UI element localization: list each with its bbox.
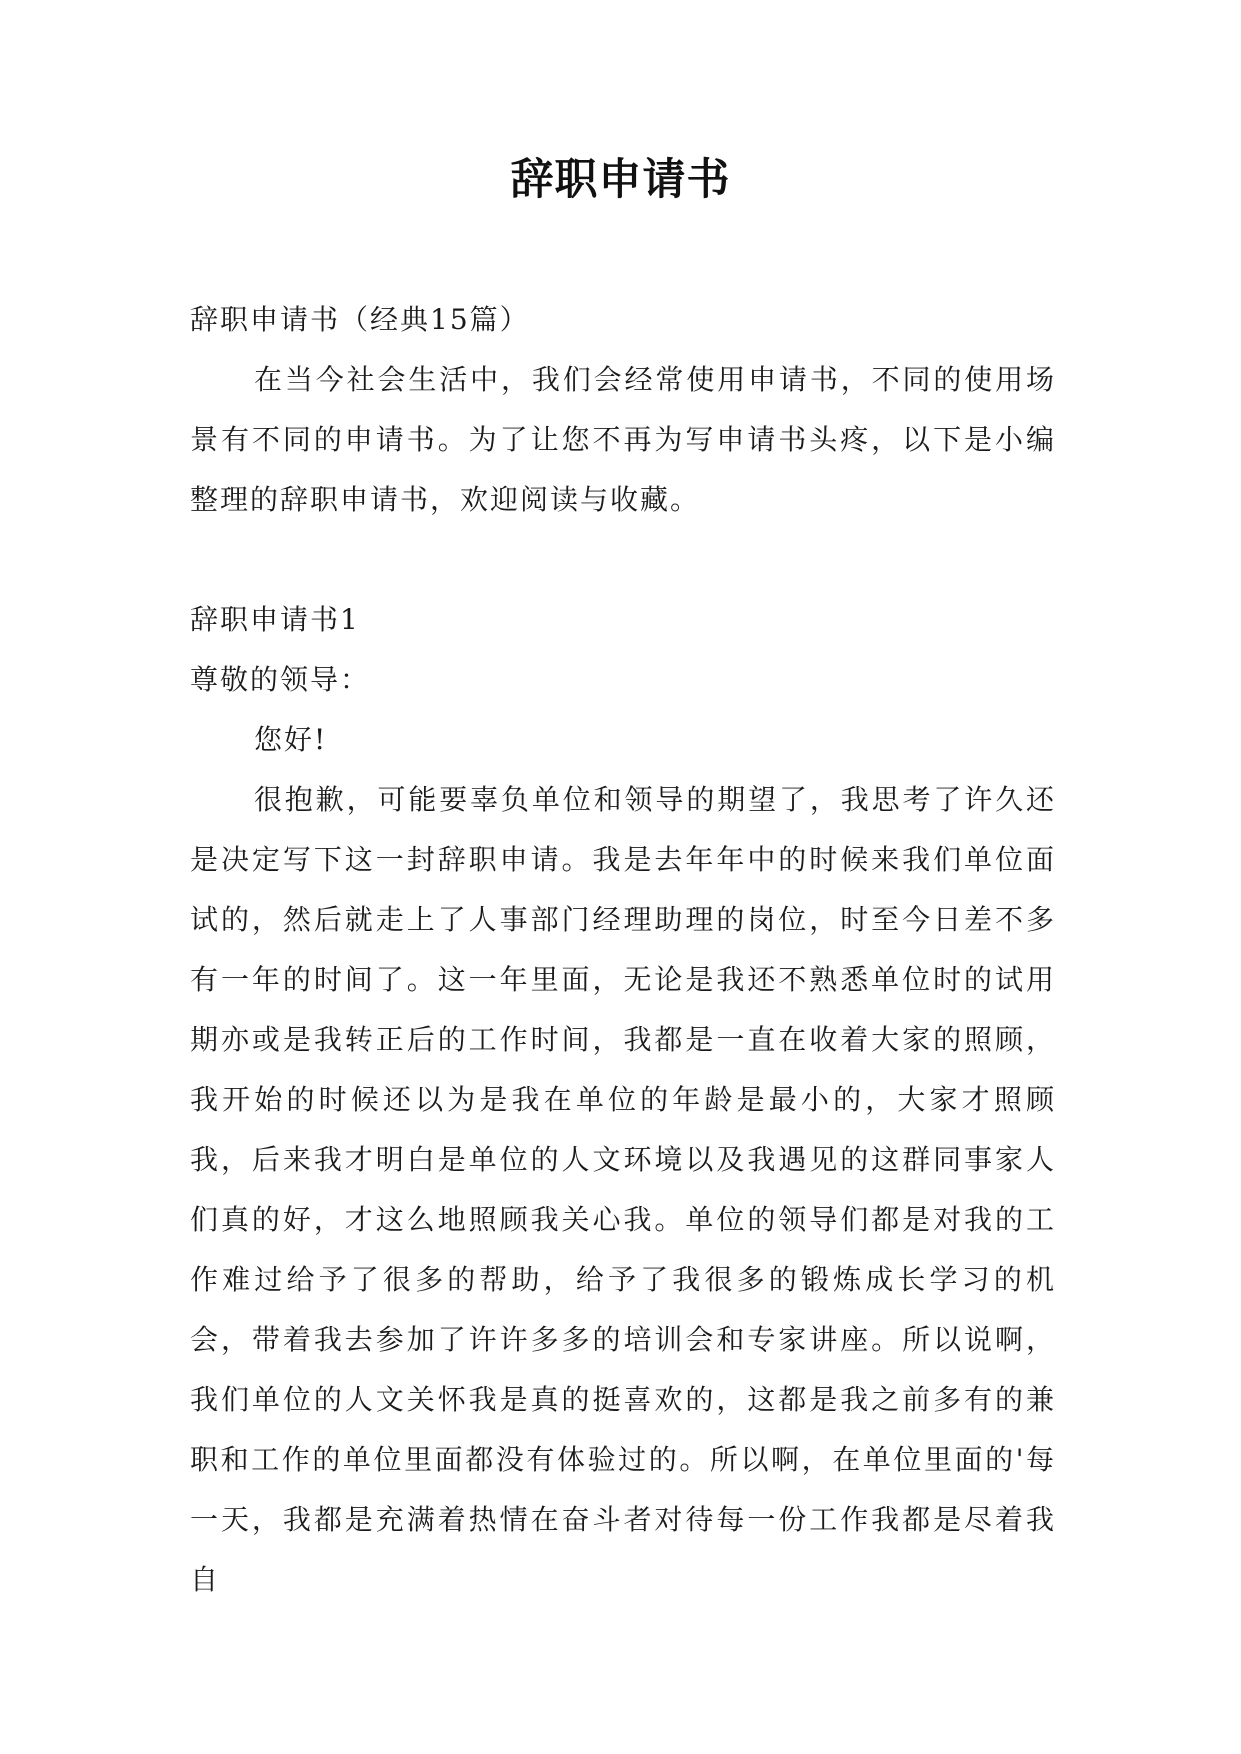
paragraph-spacer xyxy=(190,530,1056,590)
document-subtitle: 辞职申请书（经典15篇） xyxy=(190,303,530,336)
intro-paragraph: 在当今社会生活中，我们会经常使用申请书，不同的使用场景有不同的申请书。为了让您不再为写申请书头疼，以下是小编整理的辞职申请书，欢迎阅读与收藏。 xyxy=(190,363,1056,516)
greeting: 您好! xyxy=(254,723,328,756)
document-title: 辞职申请书 xyxy=(510,155,731,205)
section-heading: 辞职申请书1 xyxy=(190,603,360,636)
document-body xyxy=(190,290,1056,1610)
salutation: 尊敬的领导： xyxy=(190,663,371,696)
body-paragraph: 很抱歉，可能要辜负单位和领导的期望了，我思考了许久还是决定写下这一封辞职申请。我是去年年中的时候来我们单位面试的，然后就走上了人事部门经理助理的岗位，时至今日差不多有一年的时间了。这一年里面，无论是我还不熟悉单位时的试用期亦或是我转正后的工作时间，我都是一直在收着大家的照顾，我开始的时候还以为是我在单位的年龄是最小的，大家才照顾我，后来我才明白是单位的人文环境以及我遇见的这群同事家人们真的好，才这么地照顾我关心我。单位的领导们都是对我的工作难过给予了很多的帮助，给予了我很多的锻炼成长学习的机会，带着我去参加了许许多多的培训会和专家讲座。所以说啊，我们单位的人文关怀我是真的挺喜欢的，这都是我之前多有的兼职和工作的单位里面都没有体验过的。所以啊，在单位里面的'每一天，我都是充满着热情在奋斗者对待每一份工作我都是尽着我自 xyxy=(190,783,1056,1596)
